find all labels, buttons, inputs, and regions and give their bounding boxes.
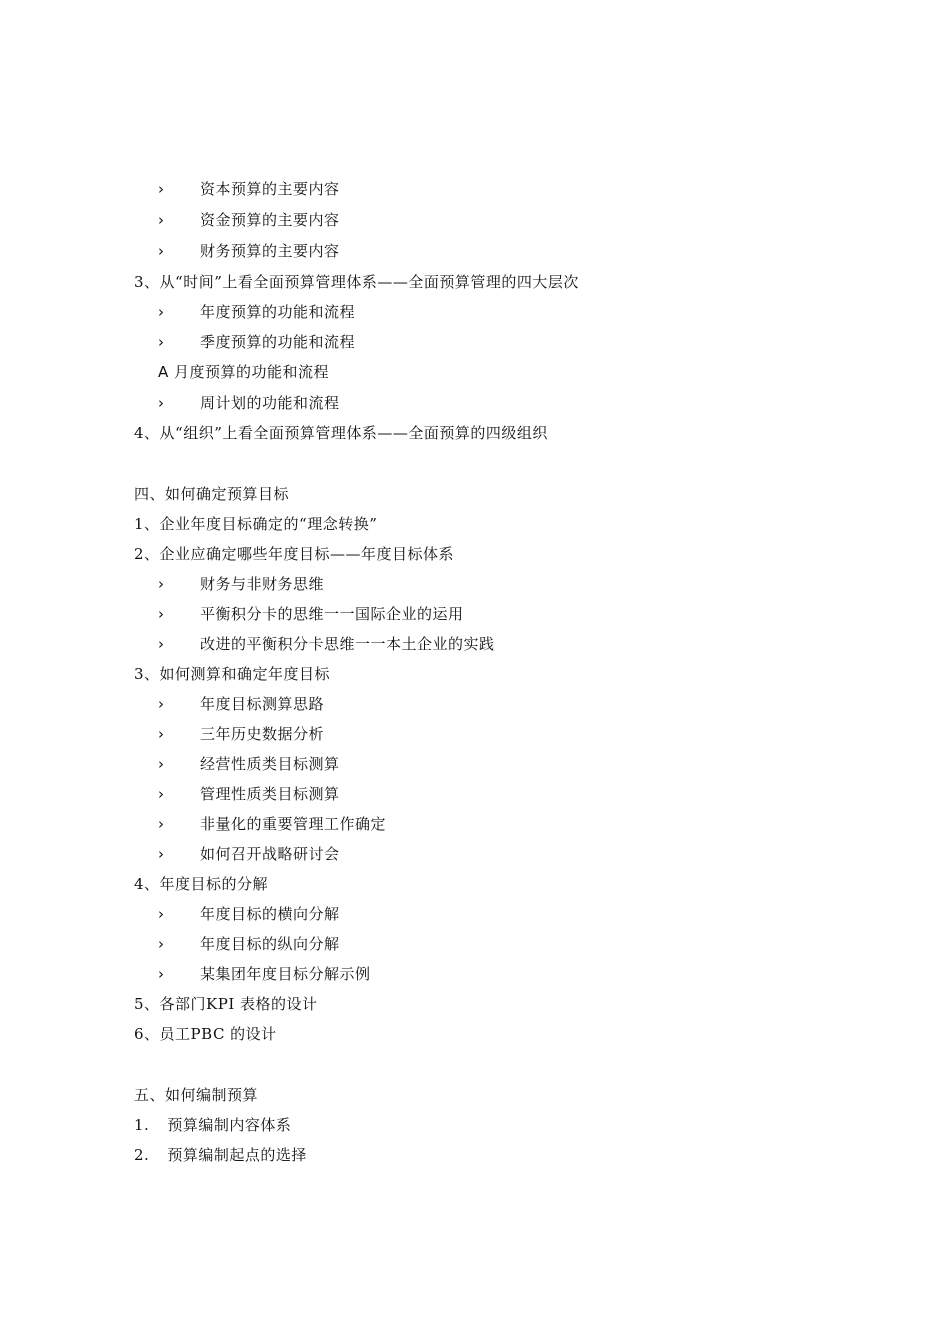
subsection-heading: 5、各部门KPI 表格的设计: [134, 995, 318, 1013]
list-item-text: 管理性质类目标测算: [200, 785, 340, 803]
section-heading: 四、如何确定预算目标: [134, 485, 290, 503]
chevron-right-icon: ›: [158, 242, 165, 260]
chevron-right-icon: ›: [158, 755, 165, 773]
subsection-heading: 4、从“组织”上看全面预算管理体系——全面预算的四级组织: [134, 424, 548, 442]
subsection-heading: 3、从“时间”上看全面预算管理体系——全面预算管理的四大层次: [134, 273, 579, 291]
list-item-text: 改进的平衡积分卡思维一一本土企业的实践: [200, 635, 495, 653]
section-heading: 五、如何编制预算: [134, 1086, 259, 1104]
chevron-right-icon: ›: [158, 725, 165, 743]
item-number: 1.: [134, 1116, 150, 1134]
subsection-heading: 2、企业应确定哪些年度目标——年度目标体系: [134, 545, 455, 563]
list-item-text: 资本预算的主要内容: [200, 180, 340, 198]
list-item-text: 年度目标的横向分解: [200, 905, 340, 923]
chevron-right-icon: ›: [158, 635, 165, 653]
list-item-text: 季度预算的功能和流程: [200, 333, 356, 351]
list-item-text: 年度目标的纵向分解: [200, 935, 340, 953]
chevron-right-icon: ›: [158, 180, 165, 198]
list-item-text: 三年历史数据分析: [200, 725, 325, 743]
list-item-text: 财务与非财务思维: [200, 575, 325, 593]
chevron-right-icon: ›: [158, 394, 165, 412]
chevron-right-icon: ›: [158, 935, 165, 953]
list-item-text: 资金预算的主要内容: [200, 211, 340, 229]
numbered-item: [134, 1115, 291, 1135]
chevron-right-icon: ›: [158, 605, 165, 623]
chevron-right-icon: ›: [158, 815, 165, 833]
list-item-text: 年度目标测算思路: [200, 695, 325, 713]
list-item-text: 平衡积分卡的思维一一国际企业的运用: [200, 605, 464, 623]
numbered-item: [134, 1145, 307, 1165]
list-item-text: 非量化的重要管理工作确定: [200, 815, 387, 833]
item-text: 预算编制内容体系: [167, 1116, 292, 1134]
list-item-text: 周计划的功能和流程: [200, 394, 340, 412]
chevron-right-icon: ›: [158, 845, 165, 863]
chevron-right-icon: ›: [158, 333, 165, 351]
list-item-text: 某集团年度目标分解示例: [200, 965, 371, 983]
subsection-heading: 1、企业年度目标确定的“理念转换”: [134, 515, 378, 533]
subsection-heading: 6、员工PBC 的设计: [134, 1025, 277, 1043]
chevron-right-icon: ›: [158, 303, 165, 321]
list-item-text: 如何召开战略研讨会: [200, 845, 340, 863]
list-item-text: 财务预算的主要内容: [200, 242, 340, 260]
item-number: 2.: [134, 1146, 150, 1164]
chevron-right-icon: ›: [158, 575, 165, 593]
subsection-heading: 4、年度目标的分解: [134, 875, 269, 893]
list-item-plain: A 月度预算的功能和流程: [158, 363, 330, 381]
chevron-right-icon: ›: [158, 695, 165, 713]
chevron-right-icon: ›: [158, 905, 165, 923]
item-text: 预算编制起点的选择: [167, 1146, 307, 1164]
chevron-right-icon: ›: [158, 965, 165, 983]
chevron-right-icon: ›: [158, 211, 165, 229]
list-item-text: 年度预算的功能和流程: [200, 303, 356, 321]
list-item-text: 经营性质类目标测算: [200, 755, 340, 773]
subsection-heading: 3、如何测算和确定年度目标: [134, 665, 331, 683]
chevron-right-icon: ›: [158, 785, 165, 803]
